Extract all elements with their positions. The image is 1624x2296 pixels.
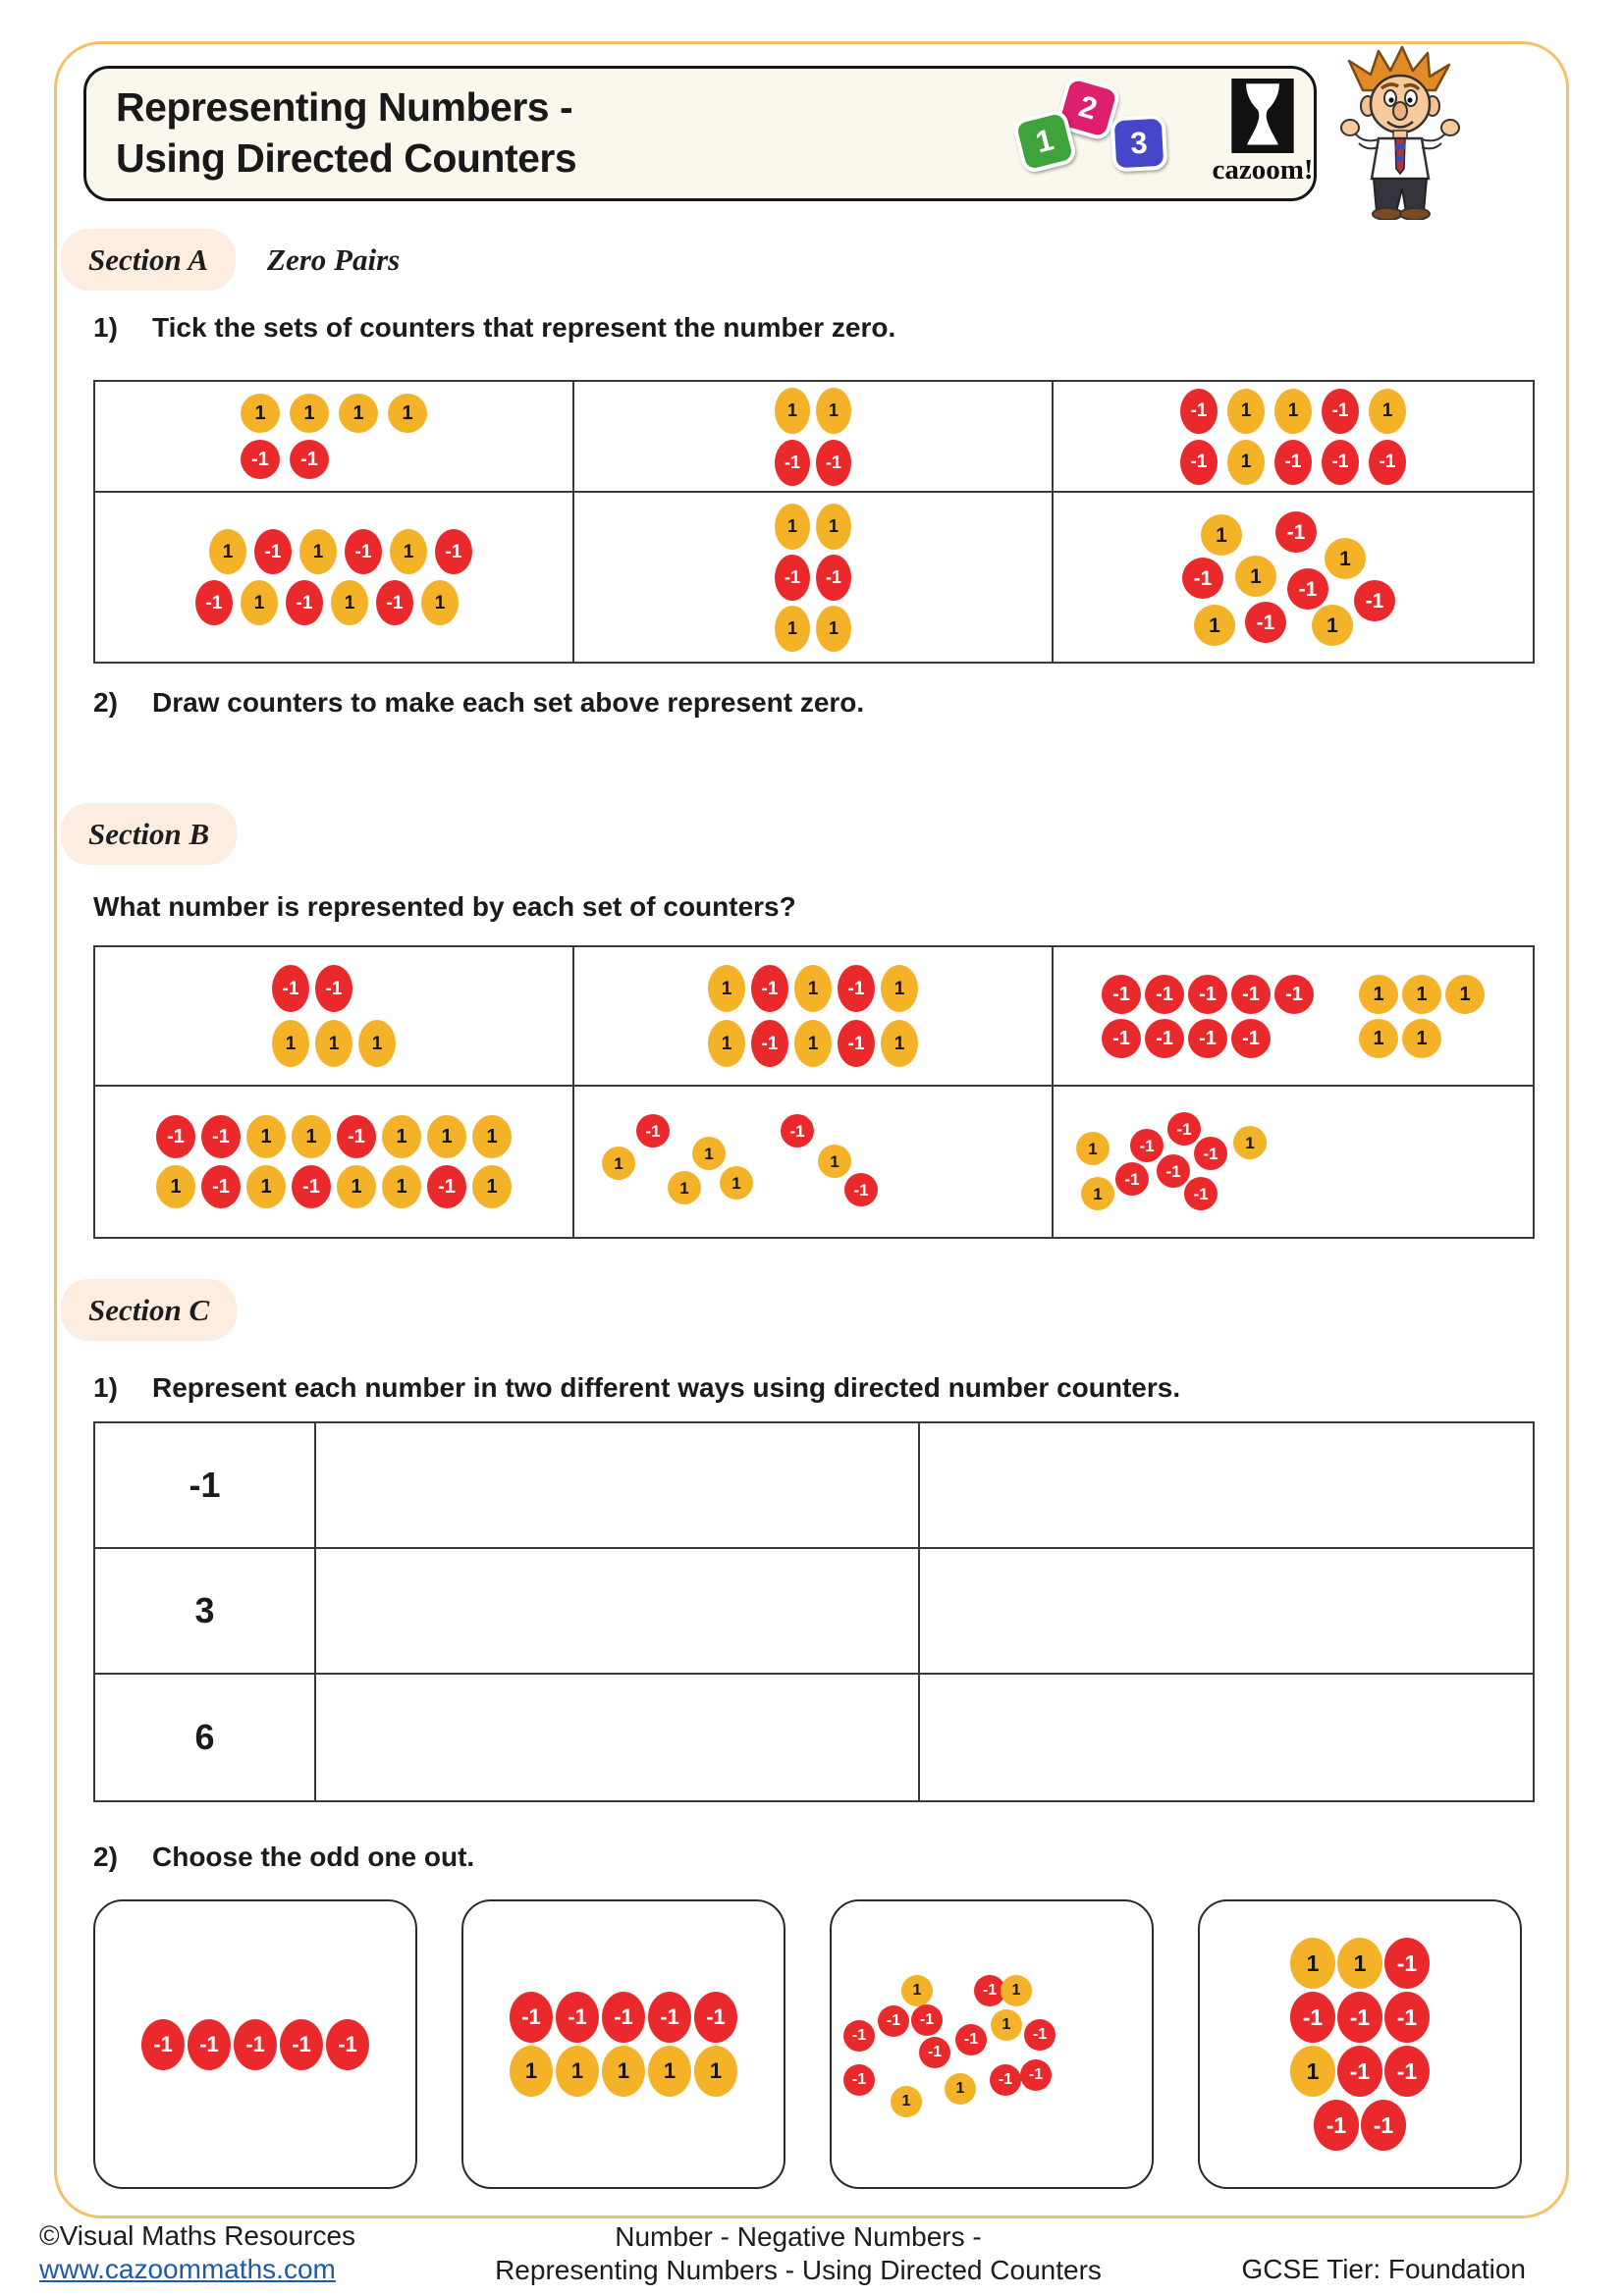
counter-set-cell (1054, 947, 1533, 1087)
counter-minus-one: -1 (1384, 1938, 1430, 1989)
counter-minus-one: -1 (1188, 1019, 1227, 1058)
question-a1 (93, 312, 895, 344)
counter-plus-one: 1 (1402, 975, 1441, 1014)
counter-minus-one: -1 (974, 1975, 1005, 2006)
counter-minus-one: -1 (195, 580, 233, 625)
counter-minus-one: -1 (751, 965, 788, 1012)
counter-minus-one: -1 (1180, 389, 1218, 434)
counter-minus-one: -1 (1188, 975, 1227, 1014)
section-b-header (61, 803, 237, 865)
counter-minus-one: -1 (694, 1992, 737, 2043)
section-b-table (93, 945, 1535, 1239)
counter-minus-one: -1 (843, 2020, 875, 2052)
section-a-header (61, 229, 400, 291)
counter-minus-one: -1 (510, 1992, 553, 2043)
counter-minus-one: -1 (1354, 580, 1395, 621)
question-text: Draw counters to make each set above represent zero. (152, 687, 865, 718)
counter-minus-one: -1 (1322, 389, 1359, 434)
counter-minus-one: -1 (156, 1115, 195, 1158)
counter-set-cell (95, 1087, 574, 1237)
counter-minus-one: -1 (292, 1165, 331, 1208)
footer-link-wrap (39, 2254, 336, 2285)
answer-cell (316, 1675, 920, 1800)
counter-plus-one: 1 (794, 1020, 832, 1067)
counter-set-cell (95, 493, 574, 662)
counter-minus-one: -1 (1231, 1019, 1271, 1058)
section-b-label: Section B (88, 816, 210, 851)
counter-minus-one: -1 (1184, 1177, 1218, 1210)
counter-minus-one: -1 (1102, 975, 1141, 1014)
counter-minus-one: -1 (280, 2019, 323, 2070)
counter-minus-one: -1 (435, 529, 472, 574)
brand-name: cazoom! (1212, 154, 1314, 186)
counter-plus-one: 1 (472, 1165, 512, 1208)
counter-minus-one: -1 (1274, 440, 1312, 485)
counter-minus-one: -1 (1337, 1992, 1382, 2043)
counter-minus-one: -1 (1314, 2100, 1359, 2151)
counter-set-cell (574, 382, 1054, 493)
section-c-header (61, 1279, 237, 1341)
counter-minus-one: -1 (781, 1114, 814, 1148)
counter-minus-one: -1 (1361, 2100, 1406, 2151)
odd-one-out-option-1 (93, 1899, 417, 2189)
counter-plus-one: 1 (816, 504, 851, 550)
counter-plus-one: 1 (1227, 389, 1265, 434)
counter-minus-one: -1 (602, 1992, 645, 2043)
drum-icon (1231, 79, 1294, 153)
counter-minus-one: -1 (141, 2019, 185, 2070)
footer-topic-line-1: Number - Negative Numbers - (615, 2221, 982, 2252)
counter-plus-one: 1 (881, 965, 918, 1012)
counter-plus-one: 1 (1201, 514, 1242, 556)
counter-plus-one: 1 (991, 2009, 1022, 2041)
question-a2 (93, 687, 864, 719)
counter-plus-one: 1 (358, 1020, 396, 1067)
counter-plus-one: 1 (1369, 389, 1406, 434)
counter-plus-one: 1 (510, 2046, 553, 2097)
counter-minus-one: -1 (911, 2004, 943, 2036)
footer-tier: GCSE Tier: Foundation (1241, 2254, 1526, 2284)
counter-minus-one: -1 (427, 1165, 466, 1208)
footer-copyright: ©Visual Maths Resources (39, 2220, 356, 2251)
counter-set-cell (574, 1087, 1054, 1237)
footer-topic (406, 2220, 1191, 2287)
counter-plus-one: 1 (331, 580, 368, 625)
counter-plus-one: 1 (1233, 1126, 1267, 1159)
counter-plus-one: 1 (1081, 1177, 1114, 1210)
counter-plus-one: 1 (1290, 2046, 1335, 2097)
counter-minus-one: -1 (1274, 975, 1314, 1014)
counter-plus-one: 1 (708, 965, 745, 1012)
section-c-table (93, 1421, 1535, 1802)
question-number: 1) (93, 312, 118, 343)
counter-plus-one: 1 (315, 1020, 352, 1067)
counter-minus-one: -1 (648, 1992, 691, 2043)
counter-plus-one: 1 (1001, 1975, 1032, 2006)
target-number-label: 6 (95, 1675, 316, 1800)
counter-plus-one: 1 (720, 1166, 753, 1200)
counter-minus-one: -1 (775, 440, 810, 486)
counter-set-cell (1054, 493, 1533, 662)
logo-123-tiles (1009, 75, 1186, 198)
counter-plus-one: 1 (818, 1145, 851, 1178)
counter-plus-one: 1 (382, 1165, 421, 1208)
footer-topic-line-2: Representing Numbers - Using Directed Counters (495, 2255, 1102, 2285)
counter-minus-one: -1 (816, 440, 851, 486)
counter-plus-one: 1 (337, 1165, 376, 1208)
header (83, 66, 1317, 201)
counter-minus-one: -1 (838, 965, 875, 1012)
counter-plus-one: 1 (382, 1115, 421, 1158)
section-c-label: Section C (88, 1292, 210, 1327)
counter-plus-one: 1 (1337, 1938, 1382, 1989)
counter-minus-one: -1 (775, 555, 810, 601)
mascot-character (1333, 45, 1466, 225)
counter-plus-one: 1 (209, 529, 246, 574)
question-text: Choose the odd one out. (152, 1842, 475, 1872)
section-a-label: Section A (88, 241, 209, 277)
counter-plus-one: 1 (1290, 1938, 1335, 1989)
counter-set-cell (574, 493, 1054, 662)
counter-plus-one: 1 (816, 388, 851, 434)
counter-minus-one: -1 (1337, 2046, 1382, 2097)
counter-plus-one: 1 (1227, 440, 1265, 485)
counter-plus-one: 1 (556, 2046, 599, 2097)
section-a-badge (61, 229, 236, 291)
counter-minus-one: -1 (1287, 568, 1328, 610)
counter-plus-one: 1 (1076, 1132, 1110, 1165)
counter-set-cell (95, 947, 574, 1087)
question-number: 2) (93, 1842, 118, 1872)
counter-plus-one: 1 (1445, 975, 1485, 1014)
counter-minus-one: -1 (326, 2019, 369, 2070)
counter-plus-one: 1 (708, 1020, 745, 1067)
target-number-label: 3 (95, 1549, 316, 1675)
counter-plus-one: 1 (290, 394, 329, 433)
counter-plus-one: 1 (1194, 605, 1235, 646)
counter-minus-one: -1 (1322, 440, 1359, 485)
counter-minus-one: -1 (955, 2024, 987, 2056)
question-number: 2) (93, 687, 118, 718)
counter-minus-one: -1 (838, 1020, 875, 1067)
answer-cell (920, 1423, 1533, 1549)
counter-minus-one: -1 (1145, 975, 1184, 1014)
number-tile-icon: 1 (1011, 108, 1078, 175)
counter-plus-one: 1 (1325, 538, 1366, 579)
counter-minus-one: -1 (272, 965, 309, 1012)
counter-set-cell (574, 947, 1054, 1087)
section-c-badge (61, 1279, 237, 1341)
counter-set-cell (1054, 382, 1533, 493)
answer-cell (316, 1549, 920, 1675)
counter-plus-one: 1 (1235, 556, 1276, 597)
counter-plus-one: 1 (1274, 389, 1312, 434)
counter-minus-one: -1 (1194, 1137, 1227, 1170)
counter-minus-one: -1 (1024, 2019, 1056, 2051)
question-number: 1) (93, 1372, 118, 1403)
counter-plus-one: 1 (390, 529, 427, 574)
counter-minus-one: -1 (234, 2019, 277, 2070)
counter-plus-one: 1 (388, 394, 427, 433)
question-text: Represent each number in two different ways using directed number counters. (152, 1372, 1181, 1403)
counter-minus-one: -1 (286, 580, 323, 625)
counter-minus-one: -1 (1167, 1112, 1201, 1146)
counter-plus-one: 1 (775, 606, 810, 652)
counter-plus-one: 1 (775, 388, 810, 434)
counter-minus-one: -1 (254, 529, 292, 574)
answer-cell (920, 1675, 1533, 1800)
counter-plus-one: 1 (668, 1171, 701, 1204)
counter-plus-one: 1 (472, 1115, 512, 1158)
number-tile-icon: 2 (1054, 74, 1121, 141)
counter-plus-one: 1 (794, 965, 832, 1012)
counter-plus-one: 1 (272, 1020, 309, 1067)
question-c1 (93, 1372, 1180, 1404)
counter-plus-one: 1 (1312, 605, 1353, 646)
section-b-badge (61, 803, 237, 865)
counter-plus-one: 1 (299, 529, 337, 574)
counter-plus-one: 1 (945, 2073, 976, 2105)
counter-minus-one: -1 (315, 965, 352, 1012)
counter-minus-one: -1 (1157, 1154, 1190, 1188)
question-text: Tick the sets of counters that represent the number zero. (152, 312, 896, 343)
odd-one-out-option-4 (1198, 1899, 1522, 2189)
counter-minus-one: -1 (1115, 1162, 1149, 1196)
counter-minus-one: -1 (990, 2064, 1021, 2096)
counter-minus-one: -1 (556, 1992, 599, 2043)
title-line-2: Using Directed Counters (116, 135, 577, 181)
counter-minus-one: -1 (878, 2005, 909, 2037)
counter-plus-one: 1 (775, 504, 810, 550)
counter-minus-one: -1 (1290, 1992, 1335, 2043)
counter-plus-one: 1 (648, 2046, 691, 2097)
counter-minus-one: -1 (1231, 975, 1271, 1014)
counter-minus-one: -1 (1102, 1019, 1141, 1058)
section-a-table (93, 380, 1535, 664)
counter-minus-one: -1 (1369, 440, 1406, 485)
counter-minus-one: -1 (1182, 558, 1223, 599)
counter-plus-one: 1 (427, 1115, 466, 1158)
counter-minus-one: -1 (844, 1173, 878, 1206)
counter-plus-one: 1 (1359, 975, 1398, 1014)
counter-minus-one: -1 (290, 440, 329, 479)
answer-cell (920, 1549, 1533, 1675)
counter-plus-one: 1 (602, 2046, 645, 2097)
counter-plus-one: 1 (1402, 1019, 1441, 1058)
counter-minus-one: -1 (1130, 1129, 1164, 1162)
question-text: What number is represented by each set of counters? (93, 891, 796, 922)
counter-minus-one: -1 (751, 1020, 788, 1067)
cazoommaths-link[interactable]: www.cazoommaths.com (39, 2254, 336, 2284)
question-c2 (93, 1842, 474, 1873)
counter-plus-one: 1 (891, 2086, 922, 2117)
counter-plus-one: 1 (692, 1137, 726, 1170)
counter-plus-one: 1 (694, 2046, 737, 2097)
counter-minus-one: -1 (1384, 2046, 1430, 2097)
counter-minus-one: -1 (843, 2064, 875, 2096)
counter-minus-one: -1 (1020, 2059, 1052, 2091)
target-number-label: -1 (95, 1423, 316, 1549)
counter-minus-one: -1 (816, 555, 851, 601)
question-b (93, 891, 796, 923)
counter-minus-one: -1 (1145, 1019, 1184, 1058)
counter-minus-one: -1 (241, 440, 280, 479)
counter-set-cell (1054, 1087, 1533, 1237)
counter-plus-one: 1 (816, 606, 851, 652)
answer-cell (316, 1423, 920, 1549)
counter-minus-one: -1 (919, 2037, 950, 2068)
counter-plus-one: 1 (339, 394, 378, 433)
counter-plus-one: 1 (292, 1115, 331, 1158)
odd-one-out-option-2 (461, 1899, 785, 2189)
counter-plus-one: 1 (421, 580, 459, 625)
counter-plus-one: 1 (156, 1165, 195, 1208)
counter-plus-one: 1 (246, 1115, 286, 1158)
counter-minus-one: -1 (1245, 602, 1286, 643)
counter-minus-one: -1 (201, 1165, 241, 1208)
number-tile-icon: 3 (1110, 115, 1168, 173)
counter-minus-one: -1 (376, 580, 413, 625)
counter-plus-one: 1 (246, 1165, 286, 1208)
counter-minus-one: -1 (1384, 1992, 1430, 2043)
counter-minus-one: -1 (188, 2019, 231, 2070)
title-line-1: Representing Numbers - (116, 84, 573, 130)
section-a-subtitle: Zero Pairs (267, 241, 401, 277)
counter-minus-one: -1 (201, 1115, 241, 1158)
counter-minus-one: -1 (1275, 511, 1317, 553)
counter-plus-one: 1 (1359, 1019, 1398, 1058)
counter-plus-one: 1 (602, 1147, 635, 1180)
counter-minus-one: -1 (636, 1114, 670, 1148)
counter-plus-one: 1 (241, 394, 280, 433)
counter-minus-one: -1 (337, 1115, 376, 1158)
worksheet-title (116, 81, 576, 184)
counter-plus-one: 1 (241, 580, 278, 625)
counter-minus-one: -1 (345, 529, 382, 574)
counter-plus-one: 1 (901, 1975, 933, 2006)
odd-one-out-option-3 (830, 1899, 1154, 2189)
counter-minus-one: -1 (1180, 440, 1218, 485)
counter-set-cell (95, 382, 574, 493)
cazoom-logo (1184, 79, 1341, 187)
counter-plus-one: 1 (881, 1020, 918, 1067)
